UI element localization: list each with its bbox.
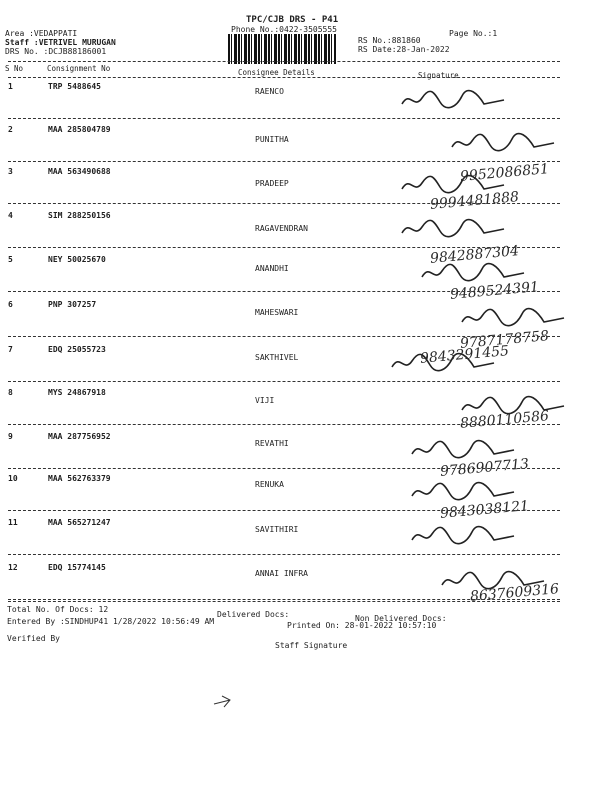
total-docs: Total No. Of Docs: 12 [7,605,109,614]
non-delivered-docs: Non Delivered Docs: [355,614,447,623]
divider [8,118,560,119]
handwritten-phone: 9843038121 [439,498,530,522]
row-consignee: PRADEEP [255,179,289,188]
handwritten-phone: 9842887304 [429,243,520,267]
row-consignment: MAA 562763379 [48,474,111,483]
row-sno: 4 [8,211,13,220]
row-consignment: PNP 307257 [48,300,97,309]
divider [8,599,560,600]
handwritten-phone: 8637609316 [469,581,560,605]
row-sno: 1 [8,82,13,91]
row-sno: 10 [8,474,18,483]
handwritten-phone: 9952086851 [459,161,550,185]
row-sno: 8 [8,388,13,397]
column-header-signature: Signature [418,71,459,80]
handwritten-phone: 8880110586 [459,408,550,432]
column-header-consignment: Consignment No [47,64,111,73]
row-consignee: VIJI [255,396,275,405]
row-consignee: RENUKA [255,480,284,489]
row-sno: 3 [8,167,13,176]
row-consignment: MAA 285804789 [48,125,111,134]
entered-by: Entered By :SINDHUP41 1/28/2022 10:56:49 AM [7,617,215,626]
page-number: Page No.:1 [449,29,498,38]
divider [8,203,560,204]
barcode [228,34,336,64]
document-title: TPC/CJB DRS - P41 [246,15,339,25]
row-consignment: MYS 24867918 [48,388,106,397]
row-consignee: PUNITHA [255,135,289,144]
divider [8,247,560,248]
handwritten-phone: 9843291455 [419,343,510,367]
area-label: Area :VEDAPPATI [5,29,78,38]
row-consignee: REVATHI [255,439,289,448]
row-consignment: EDQ 25055723 [48,345,106,354]
signature-scribble [400,217,510,241]
row-consignment: TRP 5488645 [48,82,101,91]
rs-number: RS No.:881860 [358,36,421,45]
divider [8,510,560,511]
printed-on: Printed On: 28-01-2022 10:57:10 [287,621,437,630]
divider [8,291,560,292]
staff-signature: Staff Signature [275,641,348,650]
row-consignee: SAVITHIRI [255,525,299,534]
row-consignment: EDQ 15774145 [48,563,106,572]
row-consignee: RAENCO [255,87,284,96]
verified-by: Verified By [7,634,60,643]
delivered-docs: Delivered Docs: [217,610,290,619]
divider [8,336,560,337]
row-consignment: NEY 50025670 [48,255,106,264]
row-consignee: ANANDHI [255,264,289,273]
column-header-consignee: Consignee Details [238,68,315,77]
divider [8,424,560,425]
row-consignee: MAHESWARI [255,308,299,317]
row-sno: 11 [8,518,18,527]
signature-scribble [400,88,510,112]
row-consignee: SAKTHIVEL [255,353,299,362]
phone-number: Phone No.:0422-3505555 [231,25,337,34]
row-consignment: MAA 563490688 [48,167,111,176]
divider [8,381,560,382]
signature-scribble [410,524,520,548]
row-consignment: MAA 287756952 [48,432,111,441]
row-consignment: SIM 288250156 [48,211,111,220]
signature-scribble [450,131,560,155]
divider [8,61,560,62]
handwritten-phone: 9489524391 [449,279,540,303]
row-consignment: MAA 565271247 [48,518,111,527]
staff-label: Staff :VETRIVEL MURUGAN [5,38,116,47]
column-header-sno: S No [5,64,24,73]
divider [8,601,560,602]
divider [8,161,560,162]
divider [8,468,560,469]
row-sno: 7 [8,345,13,354]
row-sno: 5 [8,255,13,264]
signature-scribble [460,306,570,330]
handwritten-phone: 9786907713 [439,456,530,480]
handwritten-phone: 9787178758 [459,328,550,352]
drs-number: DRS No. :DCJB88186001 [5,47,107,56]
handwritten-phone: 9994481888 [429,189,520,213]
rs-date: RS Date:28-Jan-2022 [358,45,450,54]
row-sno: 6 [8,300,13,309]
pen-mark [212,694,236,710]
row-sno: 12 [8,563,18,572]
row-consignee: ANNAI INFRA [255,569,308,578]
row-sno: 9 [8,432,13,441]
row-sno: 2 [8,125,13,134]
row-consignee: RAGAVENDRAN [255,224,308,233]
divider [8,77,560,78]
divider [8,554,560,555]
